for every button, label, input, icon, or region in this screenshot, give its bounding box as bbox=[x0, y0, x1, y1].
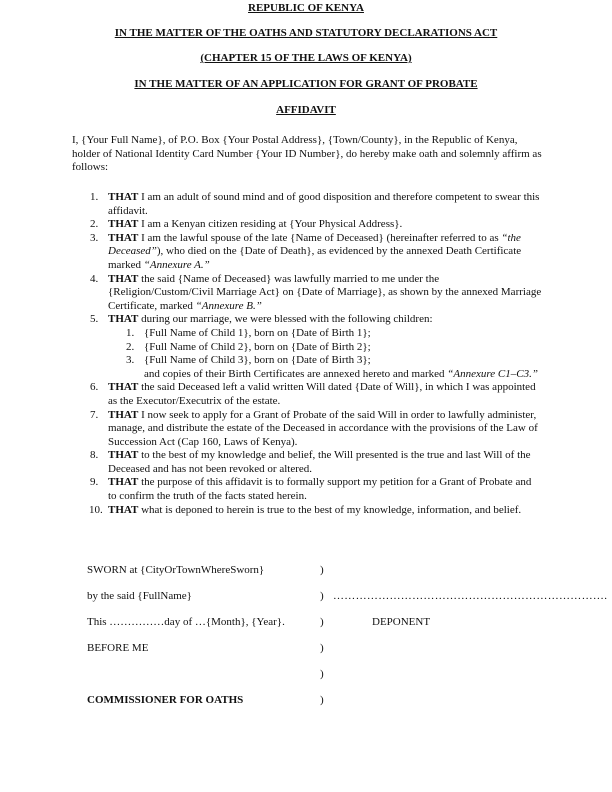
clause-7 bbox=[72, 409, 542, 450]
jurat-sworn-row bbox=[87, 563, 527, 577]
clause-lead: THAT bbox=[108, 313, 139, 326]
annexure-ref: “Annexure A.” bbox=[143, 258, 210, 271]
jurat-date-row bbox=[87, 615, 527, 629]
child-item bbox=[108, 327, 542, 341]
bracket: ) bbox=[320, 694, 324, 706]
clause-lead: THAT bbox=[108, 231, 139, 244]
clause-1 bbox=[72, 191, 542, 218]
child-number: 3. bbox=[126, 354, 135, 367]
clause-text: to the best of my knowledge and belief, the Will presented is the true and last Will of the Deceased and has not been revoked or altered. bbox=[108, 449, 531, 475]
clause-3 bbox=[72, 232, 542, 273]
document-title: AFFIDAVIT bbox=[276, 104, 336, 116]
bracket: ) bbox=[320, 616, 324, 628]
commissioner-label: COMMISSIONER FOR OATHS bbox=[87, 694, 244, 706]
child-item bbox=[108, 341, 542, 355]
date-label: This ……………day of …{Month}, {Year}. bbox=[87, 616, 285, 628]
clause-number: 2. bbox=[90, 218, 99, 231]
child-text: {Full Name of Child 3}, born on {Date of Birth 3}; bbox=[144, 354, 371, 367]
clause-text: I now seek to apply for a Grant of Probate of the said Will in order to lawfully administer, manage, and distribute the estate of the Deceased in accordance with the provisions of the Law of Succession Act (Cap 160, Laws of Kenya). bbox=[108, 408, 538, 448]
clause-5 bbox=[72, 313, 542, 381]
heading-matter-application: IN THE MATTER OF AN APPLICATION FOR GRANT OF PROBATE bbox=[134, 78, 478, 90]
clause-text: what is deponed to herein is true to the best of my knowledge, information, and belief. bbox=[138, 503, 522, 516]
clause-8 bbox=[72, 449, 542, 476]
bracket: ) bbox=[320, 668, 324, 680]
before-me-label: BEFORE ME bbox=[87, 642, 149, 654]
clause-lead: THAT bbox=[108, 191, 139, 203]
bracket: ) bbox=[320, 590, 324, 602]
clause-number: 8. bbox=[90, 449, 99, 462]
child-number: 2. bbox=[126, 340, 135, 353]
heading-matter-act: IN THE MATTER OF THE OATHS AND STATUTORY DECLARATIONS ACT bbox=[114, 27, 498, 39]
clause-2 bbox=[72, 218, 542, 232]
annexure-ref: “Annexure C1–C3.” bbox=[447, 367, 538, 380]
clause-text: the said {Name of Deceased} was lawfully married to me under the {Religion/Custom/Civil Marriage Act} on {Date of Marriage}, as shown by the annexed Marriage Certificate, marked bbox=[108, 272, 542, 312]
clause-number: 3. bbox=[90, 231, 99, 244]
heading-republic: REPUBLIC OF KENYA bbox=[248, 2, 364, 14]
child-number: 1. bbox=[126, 326, 135, 339]
clause-6 bbox=[72, 381, 542, 408]
clause-4 bbox=[72, 273, 542, 314]
sworn-at-label: SWORN at {CityOrTownWhereSworn} bbox=[87, 564, 265, 576]
clause-number: 9. bbox=[90, 476, 99, 489]
clause-list bbox=[72, 191, 542, 517]
clause-lead: THAT bbox=[108, 272, 139, 285]
clause-lead: THAT bbox=[108, 503, 139, 516]
bracket: ) bbox=[320, 642, 324, 654]
clause-lead: THAT bbox=[108, 449, 139, 462]
clause-text: the said Deceased left a valid written Will dated {Date of Will}, in which I was appointed as the Executor/Executrix of the estate. bbox=[108, 381, 536, 407]
child-item bbox=[108, 354, 542, 368]
deponent-label: DEPONENT bbox=[372, 616, 431, 628]
heading-chapter: (CHAPTER 15 OF THE LAWS OF KENYA) bbox=[200, 52, 412, 64]
clause-number: 4. bbox=[90, 272, 99, 285]
clause-number: 7. bbox=[90, 408, 99, 421]
child-text: {Full Name of Child 2}, born on {Date of Birth 2}; bbox=[144, 340, 371, 353]
deponent-signature-line[interactable]: ………………………………………………………………. bbox=[333, 590, 608, 602]
clause-10 bbox=[72, 504, 542, 518]
clause-number: 10. bbox=[89, 503, 103, 516]
jurat-blank-row bbox=[87, 667, 527, 681]
clause-lead: THAT bbox=[108, 476, 139, 489]
clause-lead: THAT bbox=[108, 218, 139, 231]
bracket: ) bbox=[320, 564, 324, 576]
jurat-commissioner-row bbox=[87, 693, 527, 707]
jurat-before-row bbox=[87, 641, 527, 655]
clause-lead: THAT bbox=[108, 381, 139, 394]
clause-number: 5. bbox=[90, 313, 99, 326]
jurat-by-row bbox=[87, 589, 608, 603]
clause-text: and copies of their Birth Certificates are annexed hereto and marked bbox=[144, 367, 448, 380]
clause-number: 1. bbox=[90, 191, 99, 203]
clause-text: during our marriage, we were blessed with the following children: bbox=[138, 313, 433, 326]
by-the-said-label: by the said {FullName} bbox=[87, 590, 192, 602]
children-list bbox=[108, 327, 542, 368]
clause-number: 6. bbox=[90, 381, 99, 394]
clause-lead: THAT bbox=[108, 408, 139, 421]
clause-text: I am a Kenyan citizen residing at {Your Physical Address}. bbox=[138, 218, 403, 231]
children-annexure-note bbox=[108, 368, 542, 382]
clause-text: I am an adult of sound mind and of good disposition and therefore competent to swear this affidavit. bbox=[108, 191, 540, 217]
clause-text: ), who died on the {Date of Death}, as evidenced by the annexed Death Certificate marked bbox=[108, 245, 522, 271]
child-text: {Full Name of Child 1}, born on {Date of Birth 1}; bbox=[144, 326, 371, 339]
intro-paragraph: I, {Your Full Name}, of P.O. Box {Your Postal Address}, {Town/County}, in the Republic of Kenya, holder of National Identity Card Number {Your ID Number}, do hereby make oath and solemnly affirm as follows: bbox=[72, 134, 542, 174]
clause-text: the purpose of this affidavit is to formally support my petition for a Grant of Probate and to confirm the truth of the facts stated herein. bbox=[108, 476, 532, 503]
clause-text: I am the lawful spouse of the late {Name of Deceased} (hereinafter referred to as bbox=[138, 231, 502, 244]
annexure-ref: “Annexure B.” bbox=[195, 299, 262, 312]
clause-9 bbox=[72, 476, 542, 503]
clause-italic: “the Deceased” bbox=[108, 231, 521, 258]
